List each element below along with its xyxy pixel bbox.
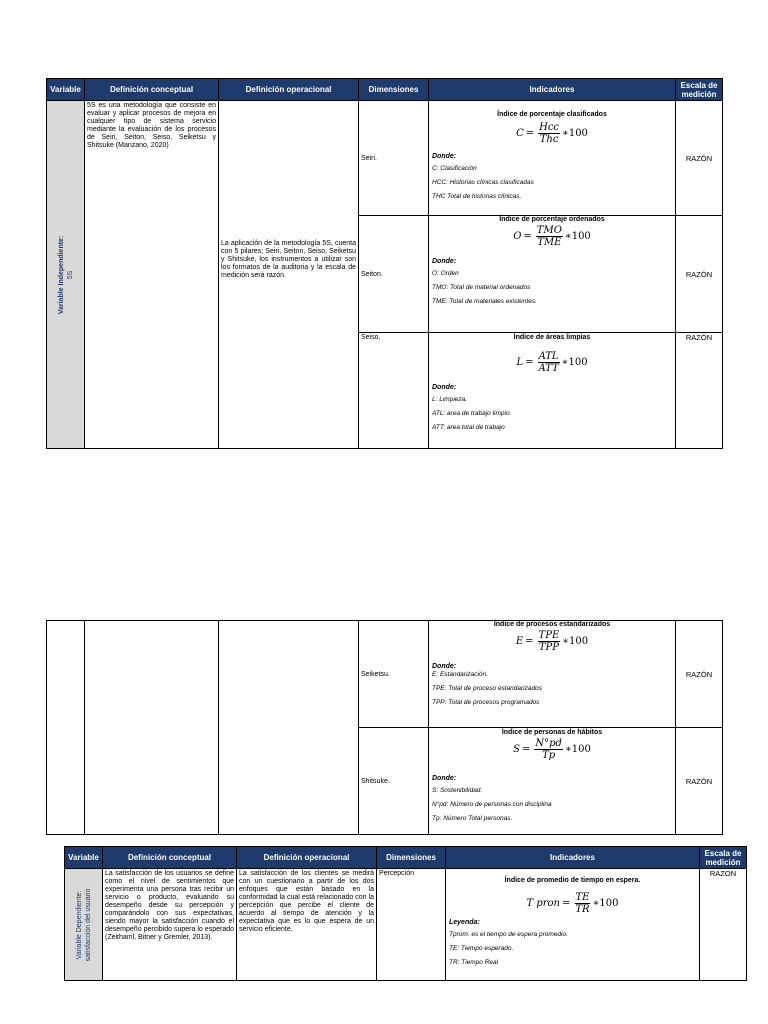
donde-label: Donde: bbox=[432, 153, 457, 160]
header-variable: Variable bbox=[65, 847, 103, 869]
table-dependent-variable bbox=[64, 846, 747, 981]
formula-fraction bbox=[537, 351, 559, 374]
formula-lhs: S bbox=[513, 744, 520, 755]
formula-denominator: Thc bbox=[539, 134, 559, 145]
indicator-seiketsu bbox=[429, 621, 676, 728]
donde-label: Donde: bbox=[432, 384, 457, 391]
conceptual-definition: 5S es una metodología que consiste en evaluar y aplicar procesos de mejora en cualquier tipo de sistema servicio mediante la evaluación de los procesos de Seiri, Seiton, Seiso, Seiketsu y Shitsuke (Manzano, 2020) bbox=[85, 101, 219, 449]
scale-shitsuke: RAZÓN bbox=[676, 728, 723, 835]
formula-lhs: L bbox=[516, 357, 524, 368]
indicator-seiton bbox=[429, 216, 676, 333]
variable-name: Variable Independiente: bbox=[57, 235, 65, 314]
table-independent-variable bbox=[46, 78, 723, 449]
legend-line: TE: Tiempo esperado. bbox=[449, 945, 514, 952]
scale-seiri: RAZÓN bbox=[676, 101, 723, 216]
legend-line: ATL: area de trabajo limpio. bbox=[432, 410, 512, 417]
indicator-percepcion bbox=[446, 869, 700, 981]
variable-label bbox=[57, 235, 75, 314]
formula-lhs: C bbox=[516, 128, 524, 139]
header-variable: Variable bbox=[47, 79, 85, 101]
header-operacional: Definición operacional bbox=[237, 847, 377, 869]
legend-line: L: Limpieza. bbox=[432, 396, 468, 403]
header-escala: Escala de medición bbox=[700, 847, 747, 869]
legend-line: THC Total de historias clínicas. bbox=[432, 193, 522, 200]
scale-seiso: RAZÓN bbox=[676, 333, 723, 449]
legend-line: TR: Tiempo Real bbox=[449, 959, 499, 966]
formula-multiplier: ∗100 bbox=[564, 744, 591, 755]
variable-cell bbox=[65, 869, 103, 981]
formula: C = $\frac{\text{Hcc}}{\text{Thc}}$ ∗100 bbox=[516, 122, 588, 145]
conceptual-cell-empty bbox=[85, 621, 219, 835]
indicator-title: Índice de procesos estandarizados bbox=[493, 621, 611, 628]
legend-line: TME: Total de materiales existentes. bbox=[432, 298, 537, 305]
variable-name: Variable Dependiente: bbox=[75, 890, 83, 959]
donde-label: Donde: bbox=[432, 775, 457, 782]
formula-lhs: E bbox=[515, 636, 524, 647]
legend-line: Tprom: es el tiempo de espera promedio. bbox=[449, 931, 568, 938]
table-continuation bbox=[46, 620, 723, 835]
indicator-title: Índice de porcentaje clasificados bbox=[497, 111, 607, 118]
indicator-shitsuke bbox=[429, 728, 676, 835]
formula-fraction bbox=[534, 738, 563, 761]
header-operacional: Definición operacional bbox=[219, 79, 359, 101]
header-escala: Escala de medición bbox=[676, 79, 723, 101]
legend-line: N°pd: Número de personas con disciplina bbox=[432, 801, 552, 808]
formula-multiplier: ∗100 bbox=[592, 898, 619, 909]
variable-value: satisfacción del usuario bbox=[84, 888, 92, 961]
indicator-seiri bbox=[429, 101, 676, 216]
legend-line: ATT: area total de trabajo bbox=[432, 424, 505, 431]
indicator-title: Índice de personas de hábitos bbox=[501, 729, 603, 736]
header-dimensiones: Dimensiones bbox=[359, 79, 429, 101]
operational-cell-empty bbox=[219, 621, 359, 835]
formula-numerator: ATL bbox=[538, 351, 559, 362]
formula-multiplier: ∗100 bbox=[562, 636, 589, 647]
formula-fraction bbox=[538, 122, 560, 145]
operational-text: La aplicación de la metodología 5S, cuenta con 5 pilares; Seiri, Seiton, Seiso, Seiketsu y Shitsuke, los instrumentos a utilizar son los formatos de la auditoria y la escala de medición será razón. bbox=[221, 239, 356, 279]
variable-value: 5S bbox=[66, 270, 74, 279]
formula: O = $\frac{\text{TMO}}{\text{TME}}$ ∗100 bbox=[513, 225, 591, 248]
formula-numerator: TE bbox=[575, 892, 590, 903]
legend-line: O: Orden bbox=[432, 270, 459, 277]
conceptual-definition: La satisfacción de los usuarios se define como el nivel de sentimientos que experimenta una persona tras recibir un servicio o producto, evaluando su desempeño desde su percepción y comparándolo con sus expectativas, siendo mayor la satisfacción cuando el desempeño percibido supera lo esperado (Zeithaml, Bitner y Gremler, 2013). bbox=[103, 869, 237, 981]
dimension-seiso: Seiso, bbox=[359, 333, 429, 449]
legend-line: Tp: Número Total personas. bbox=[432, 815, 513, 822]
formula-multiplier: ∗100 bbox=[561, 357, 588, 368]
legend-line: E: Estandarización. bbox=[432, 671, 489, 678]
formula-numerator: N°pd bbox=[535, 738, 562, 749]
formula-numerator: Hcc bbox=[539, 122, 560, 133]
donde-label: Donde: bbox=[432, 663, 457, 670]
variable-label bbox=[75, 888, 93, 961]
formula: S = $\frac{N^\circ pd}{Tp}$ ∗100 bbox=[513, 738, 591, 761]
formula-multiplier: ∗100 bbox=[562, 128, 588, 139]
formula-denominator: Tp bbox=[542, 750, 556, 761]
formula-denominator: TPP bbox=[538, 642, 559, 653]
indicator-title: Índice de promedio de tiempo en espera. bbox=[504, 877, 641, 884]
formula-numerator: TPE bbox=[538, 630, 560, 641]
dimension-seiri: Seiri. bbox=[359, 101, 429, 216]
table-row bbox=[47, 621, 723, 728]
legend-line: S: Sostenibilidad. bbox=[432, 787, 483, 794]
variable-cell-empty bbox=[47, 621, 85, 835]
indicator-title: Índice de porcentaje ordenados bbox=[499, 216, 605, 223]
dimension-shitsuke: Shitsuke. bbox=[359, 728, 429, 835]
donde-label: Donde: bbox=[432, 258, 457, 265]
dimension-seiton: Seiton. bbox=[359, 216, 429, 333]
variable-cell bbox=[47, 101, 85, 449]
scale-percepcion: RAZON bbox=[700, 869, 747, 981]
header-conceptual: Definición conceptual bbox=[103, 847, 237, 869]
formula-denominator: TR bbox=[575, 904, 590, 915]
formula-fraction bbox=[574, 892, 590, 915]
formula-fraction bbox=[538, 630, 561, 653]
operational-definition bbox=[219, 101, 359, 449]
formula-denominator: ATT bbox=[538, 363, 559, 374]
indicator-seiso bbox=[429, 333, 676, 449]
legend-line: TPE: Total de proceso estandarizados bbox=[432, 685, 542, 692]
legend-line: TMO: Total de material ordenados bbox=[432, 284, 531, 291]
formula-fraction bbox=[536, 225, 563, 248]
legend-label: Leyenda: bbox=[449, 919, 480, 926]
formula: T pron = $\frac{TE}{TR}$ ∗100 bbox=[526, 892, 619, 915]
legend-line: C: Clasificación bbox=[432, 165, 477, 172]
header-dimensiones: Dimensiones bbox=[377, 847, 446, 869]
legend-line: TPP: Total de procesos programados bbox=[432, 699, 540, 706]
operational-definition: La satisfacción de los clientes se medirá con un cuestionario a partir de los dos enfoques que están basado en la conformidad la cual está relacionado con la percepción que percibe el cliente de acuerdo al tiempo de atención y la expectativa que es lo que espera de un servicio eficiente. bbox=[237, 869, 377, 981]
indicator-title: Índice de áreas limpias bbox=[513, 334, 591, 341]
scale-seiketsu: RAZÓN bbox=[676, 621, 723, 728]
dimension-seiketsu: Seiketsu. bbox=[359, 621, 429, 728]
legend-line: HCC: Historias clínicas clasificadas bbox=[432, 179, 534, 186]
formula-numerator: TMO bbox=[536, 225, 562, 236]
formula-lhs: T pron bbox=[526, 898, 560, 909]
formula: E = $\frac{\text{TPE}}{\text{TPP}}$ ∗100 bbox=[515, 630, 589, 653]
scale-seiton: RAZÓN bbox=[676, 216, 723, 333]
table-row bbox=[47, 101, 723, 216]
formula-multiplier: ∗100 bbox=[564, 231, 591, 242]
dimension-percepcion: Percepción bbox=[377, 869, 446, 981]
header-indicadores: Indicadores bbox=[429, 79, 676, 101]
header-indicadores: Indicadores bbox=[446, 847, 700, 869]
formula-lhs: O bbox=[513, 231, 522, 242]
formula: L = $\frac{\text{ATL}}{\text{ATT}}$ ∗100 bbox=[516, 351, 588, 374]
formula-denominator: TME bbox=[537, 237, 562, 248]
table-row bbox=[65, 869, 747, 981]
header-conceptual: Definición conceptual bbox=[85, 79, 219, 101]
